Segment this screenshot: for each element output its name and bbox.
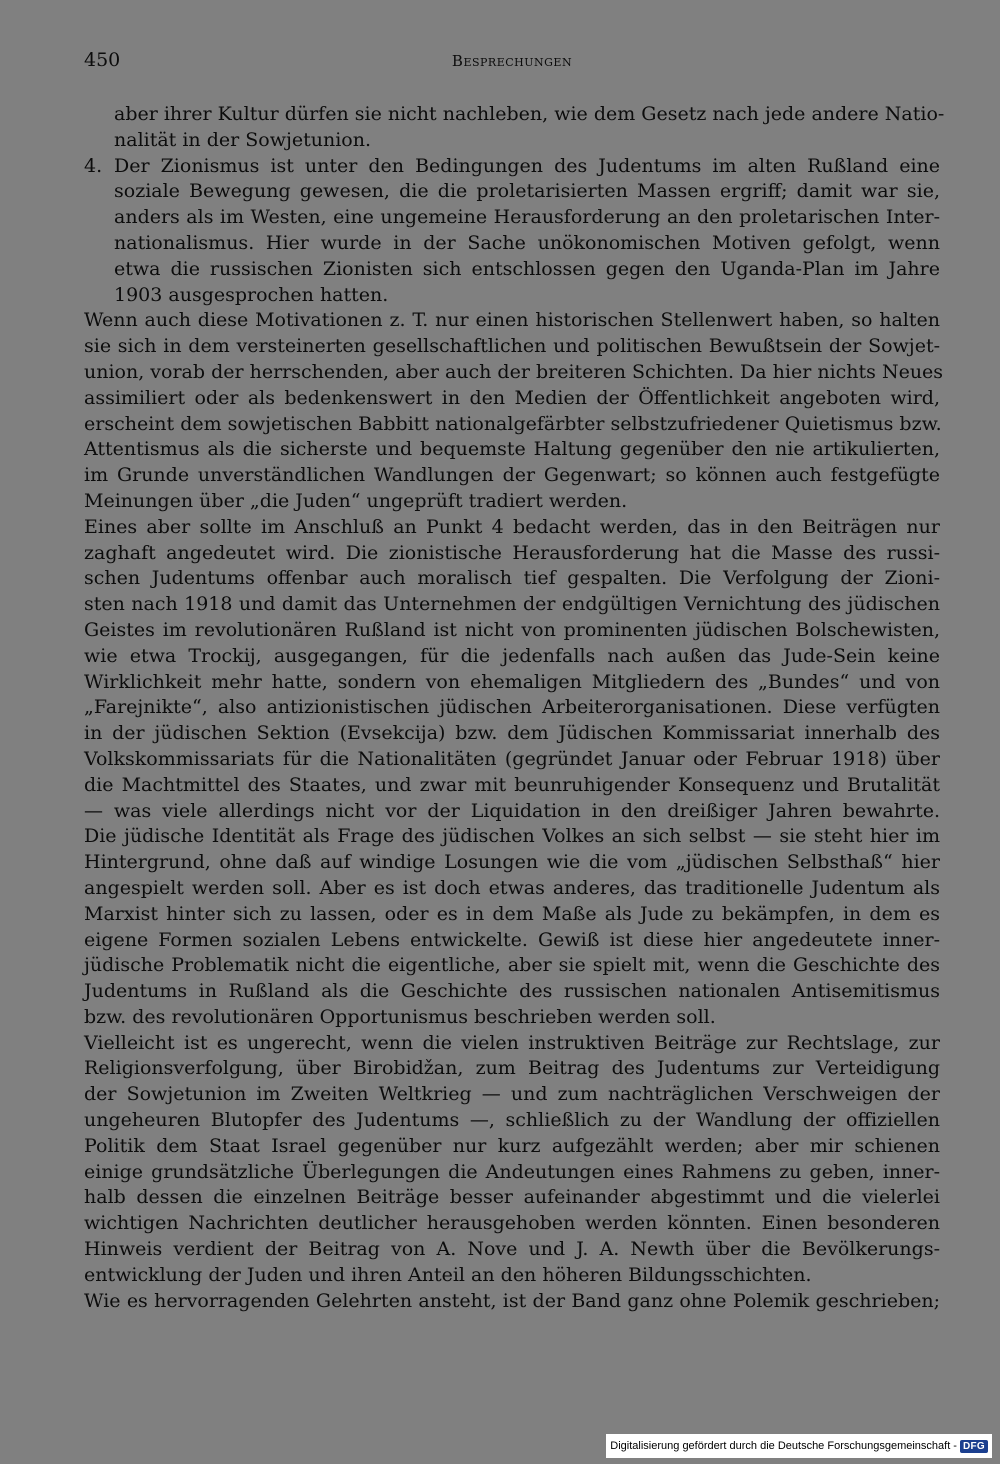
text-line bbox=[84, 876, 940, 902]
text-line bbox=[84, 541, 940, 567]
text-line-content: Judentums in Rußland als die Geschichte des russischen nationalen Antisemitismus bbox=[84, 980, 940, 1003]
text-line bbox=[84, 953, 940, 979]
text-line-content: Hinweis verdient der Beitrag von A. Nove und J. A. Newth über die Bevölkerungs- bbox=[84, 1238, 940, 1261]
text-line-content: die Machtmittel des Staates, und zwar mit beunruhigender Konsequenz und Brutalität bbox=[84, 773, 940, 796]
text-line-content: Wenn auch diese Motivationen z. T. nur einen historischen Stellenwert haben, so halten bbox=[84, 309, 940, 332]
text-line bbox=[84, 670, 940, 696]
text-line-content: Der Zionismus ist unter den Bedingungen des Judentums im alten Rußland eine bbox=[114, 154, 940, 177]
text-line bbox=[84, 902, 940, 928]
text-line bbox=[84, 283, 940, 309]
text-line-content: 1903 ausgesprochen hatten. bbox=[114, 283, 389, 306]
text-line bbox=[84, 1160, 940, 1186]
text-line bbox=[84, 1031, 940, 1057]
page-header bbox=[84, 50, 940, 74]
text-line-content: Wie es hervorragenden Gelehrten ansteht, ist der Band ganz ohne Polemik geschrieben; bbox=[84, 1289, 940, 1312]
text-line bbox=[84, 850, 940, 876]
text-line bbox=[84, 1005, 940, 1031]
text-line-content: Marxist hinter sich zu lassen, oder es in dem Maße als Jude zu bekämpfen, in dem es bbox=[84, 902, 940, 925]
text-line-content: soziale Bewegung gewesen, die die proletarisierten Massen ergriff; damit war sie, bbox=[114, 180, 940, 203]
text-line bbox=[84, 1108, 940, 1134]
text-line-content: erscheint dem sowjetischen Babbitt nationalgefärbter selbstzufriedener Quietismus bzw. bbox=[84, 412, 942, 435]
text-line-content: Attentismus als die sicherste und bequemste Haltung gegenüber den nie artikulierten, bbox=[84, 438, 940, 461]
dfg-logo: DFG bbox=[960, 1440, 988, 1453]
text-line-content: entwicklung der Juden und ihren Anteil an den höheren Bildungsschichten. bbox=[84, 1263, 812, 1286]
text-line-content: Geistes im revolutionären Rußland ist nicht von prominenten jüdischen Bolschewisten, bbox=[84, 618, 940, 641]
text-line bbox=[84, 695, 940, 721]
text-line bbox=[84, 824, 940, 850]
digitization-footer bbox=[606, 1434, 992, 1458]
text-line bbox=[84, 979, 940, 1005]
text-line bbox=[84, 257, 940, 283]
text-line bbox=[84, 231, 940, 257]
text-line-content: bzw. des revolutionären Opportunismus beschrieben werden soll. bbox=[84, 1005, 716, 1028]
text-line-content: angespielt werden soll. Aber es ist doch etwas anderes, das traditionelle Judentum als bbox=[84, 876, 940, 899]
text-line bbox=[84, 618, 940, 644]
text-line-content: Vielleicht ist es ungerecht, wenn die vielen instruktiven Beiträge zur Rechtslage, zur bbox=[84, 1031, 940, 1054]
text-line-content: schen Judentums offenbar auch moralisch tief gespalten. Die Verfolgung der Zioni- bbox=[84, 567, 940, 590]
text-line-content: assimiliert oder als bedenkenswert in den Medien der Öffentlichkeit angeboten wird, bbox=[84, 386, 940, 409]
text-line bbox=[84, 128, 940, 154]
text-line-content: aber ihrer Kultur dürfen sie nicht nachleben, wie dem Gesetz nach jede andere Natio- bbox=[114, 103, 945, 125]
text-line bbox=[84, 1082, 940, 1108]
text-line-content: Politik dem Staat Israel gegenüber nur kurz aufgezählt werden; aber mir schienen bbox=[84, 1134, 940, 1157]
text-line bbox=[84, 747, 940, 773]
text-line bbox=[84, 1134, 940, 1160]
text-line bbox=[84, 1211, 940, 1237]
text-line bbox=[84, 1056, 940, 1082]
body-text bbox=[84, 102, 945, 1314]
text-line bbox=[84, 799, 940, 825]
text-line-content: anders als im Westen, eine ungemeine Herausforderung an den proletarischen Inter- bbox=[114, 206, 940, 229]
text-line bbox=[84, 1185, 940, 1211]
text-line bbox=[84, 154, 940, 180]
text-line-content: „Farejnikte“, also antizionistischen jüdischen Arbeiterorganisationen. Diese verfügten bbox=[84, 696, 940, 719]
text-line-content: jüdische Problematik nicht die eigentliche, aber sie spielt mit, wenn die Geschichte des bbox=[84, 954, 940, 977]
text-line bbox=[84, 592, 940, 618]
text-line-content: Religionsverfolgung, über Birobidžan, zum Beitrag des Judentums zur Verteidigung bbox=[84, 1057, 940, 1080]
text-line bbox=[84, 463, 940, 489]
text-line bbox=[84, 773, 940, 799]
text-line bbox=[84, 179, 940, 205]
text-line-content: Eines aber sollte im Anschluß an Punkt 4 bedacht werden, das in den Beiträgen nur bbox=[84, 515, 940, 538]
text-line-content: Wirklichkeit mehr hatte, sondern von ehemaligen Mitgliedern des „Bundes“ und von bbox=[84, 670, 940, 693]
text-line-content: etwa die russischen Zionisten sich entschlossen gegen den Uganda-Plan im Jahre bbox=[114, 257, 940, 280]
text-line-content: der Sowjetunion im Zweiten Weltkrieg — und zum nachträglichen Verschweigen der bbox=[84, 1083, 940, 1106]
text-line bbox=[84, 102, 945, 128]
text-line bbox=[84, 928, 940, 954]
text-line bbox=[84, 566, 940, 592]
text-line-content: im Grunde unverständlichen Wandlungen der Gegenwart; so können auch festgefügte bbox=[84, 464, 940, 487]
text-line-content: Volkskommissariats für die Nationalitäten (gegründet Januar oder Februar 1918) über bbox=[84, 747, 940, 770]
text-line-content: union, vorab der herrschenden, aber auch der breiteren Schichten. Da hier nichts Neues bbox=[84, 360, 944, 383]
text-line bbox=[84, 437, 940, 463]
text-line bbox=[84, 721, 940, 747]
text-line-content: in der jüdischen Sektion (Evsekcija) bzw. dem Jüdischen Kommissariat innerhalb des bbox=[84, 722, 940, 745]
text-line bbox=[84, 489, 940, 515]
text-line bbox=[84, 412, 940, 438]
list-item-number: 4. bbox=[84, 154, 103, 177]
text-line bbox=[84, 644, 940, 670]
text-line-content: halb dessen die einzelnen Beiträge besser aufeinander abgestimmt und die vielerlei bbox=[84, 1186, 940, 1209]
text-line-content: nationalismus. Hier wurde in der Sache unökonomischen Motiven gefolgt, wenn bbox=[114, 231, 940, 254]
text-line-content: — was viele allerdings nicht vor der Liquidation in den dreißiger Jahren bewahrte. bbox=[84, 799, 940, 822]
text-line-content: eigene Formen sozialen Lebens entwickelte. Gewiß ist diese hier angedeutete inner- bbox=[84, 928, 940, 951]
text-line-content: Hintergrund, ohne daß auf windige Losungen wie die vom „jüdischen Selbsthaß“ hier bbox=[84, 851, 940, 874]
text-line-content: Die jüdische Identität als Frage des jüdischen Volkes an sich selbst — sie steht hier im bbox=[84, 825, 940, 848]
text-line bbox=[84, 386, 940, 412]
page-number: 450 bbox=[84, 49, 121, 71]
text-line bbox=[84, 1263, 940, 1289]
text-line bbox=[84, 360, 944, 386]
text-line-content: sie sich in dem versteinerten gesellschaftlichen und politischen Bewußtsein der Sowjet- bbox=[84, 335, 940, 358]
running-head: Besprechungen bbox=[451, 52, 573, 70]
text-line bbox=[84, 1289, 940, 1315]
text-line-content: ungeheuren Blutopfer des Judentums —, schließlich zu der Wandlung der offiziellen bbox=[84, 1109, 940, 1132]
text-line-content: wichtigen Nachrichten deutlicher herausgehoben werden könnten. Einen besonderen bbox=[84, 1212, 940, 1235]
text-line bbox=[84, 334, 940, 360]
text-line-content: zaghaft angedeutet wird. Die zionistische Herausforderung hat die Masse des russi- bbox=[84, 541, 940, 564]
text-line bbox=[84, 1237, 940, 1263]
text-line bbox=[84, 515, 940, 541]
text-line-content: wie etwa Trockij, ausgegangen, für die jedenfalls nach außen das Jude-Sein keine bbox=[84, 644, 940, 667]
text-line-content: Meinungen über „die Juden“ ungeprüft tradiert werden. bbox=[84, 489, 628, 512]
text-line bbox=[84, 308, 940, 334]
text-line-content: einige grundsätzliche Überlegungen die Andeutungen eines Rahmens zu geben, inner- bbox=[84, 1160, 940, 1183]
text-line-content: nalität in der Sowjetunion. bbox=[114, 128, 371, 151]
footer-text: Digitalisierung gefördert durch die Deutsche Forschungsgemeinschaft - bbox=[610, 1440, 957, 1452]
text-line-content: sten nach 1918 und damit das Unternehmen der endgültigen Vernichtung des jüdischen bbox=[84, 593, 940, 616]
text-line bbox=[84, 205, 940, 231]
